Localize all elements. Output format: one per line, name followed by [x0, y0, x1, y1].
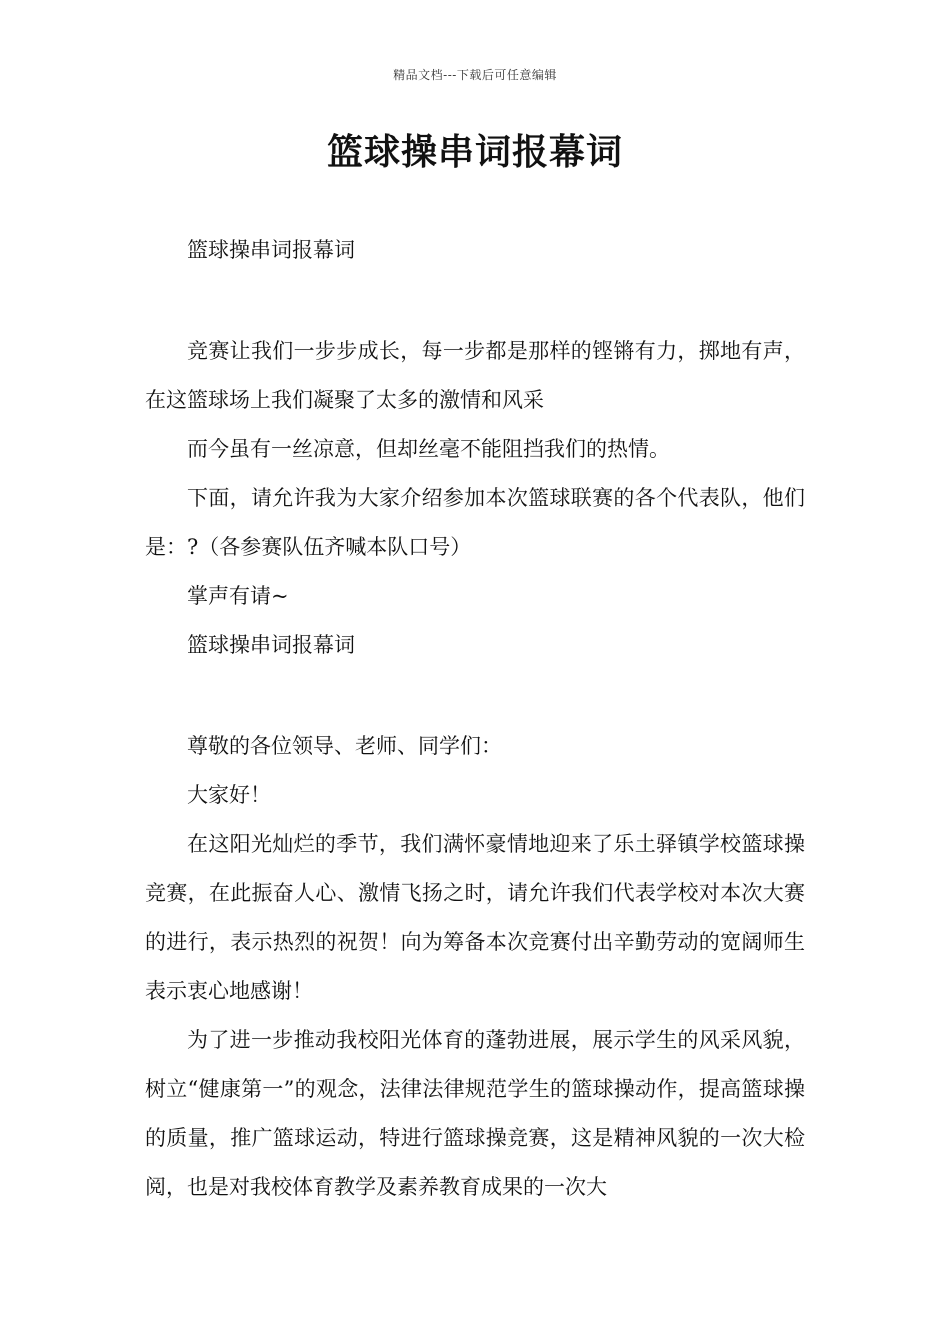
header-note: 精品文档---下载后可任意编辑	[393, 68, 557, 82]
paragraph: 掌声有请~	[187, 584, 289, 608]
paragraph: 竞赛让我们一步步成长，每一步都是那样的铿锵有力，掷地有声，在这篮球场上我们凝聚了太多的激情和风采	[145, 339, 805, 412]
paragraph-greeting: 大家好！	[187, 783, 271, 807]
paragraph: 下面，请允许我为大家介绍参加本次篮球联赛的各个代表队，他们是：?（各参赛队伍齐喊本队口号）	[145, 486, 805, 559]
blank-line	[145, 275, 805, 327]
paragraph-salutation: 尊敬的各位领导、老师、同学们：	[187, 734, 502, 758]
document-body	[145, 226, 805, 1212]
paragraph: 在这阳光灿烂的季节，我们满怀豪情地迎来了乐土驿镇学校篮球操竞赛，在此振奋人心、激情飞扬之时，请允许我们代表学校对本次大赛的进行，表示热烈的祝贺！向为筹备本次竞赛付出辛勤劳动的宽阔师生表示衷心地感谢！	[145, 832, 805, 1003]
document-title: 篮球操串词报幕词	[326, 131, 623, 173]
paragraph: 而今虽有一丝凉意，但却丝毫不能阻挡我们的热情。	[187, 437, 670, 461]
paragraph: 为了进一步推动我校阳光体育的蓬勃进展，展示学生的风采风貌，树立“健康第一”的观念，法律法律规范学生的篮球操动作，提高篮球操的质量，推广篮球运动，特进行篮球操竞赛，这是精神风貌的一次大检阅，也是对我校体育教学及素养教育成果的一次大	[145, 1028, 805, 1199]
paragraph-subtitle: 篮球操串词报幕词	[187, 238, 355, 262]
paragraph-subtitle: 篮球操串词报幕词	[187, 633, 355, 657]
blank-line	[145, 670, 805, 722]
